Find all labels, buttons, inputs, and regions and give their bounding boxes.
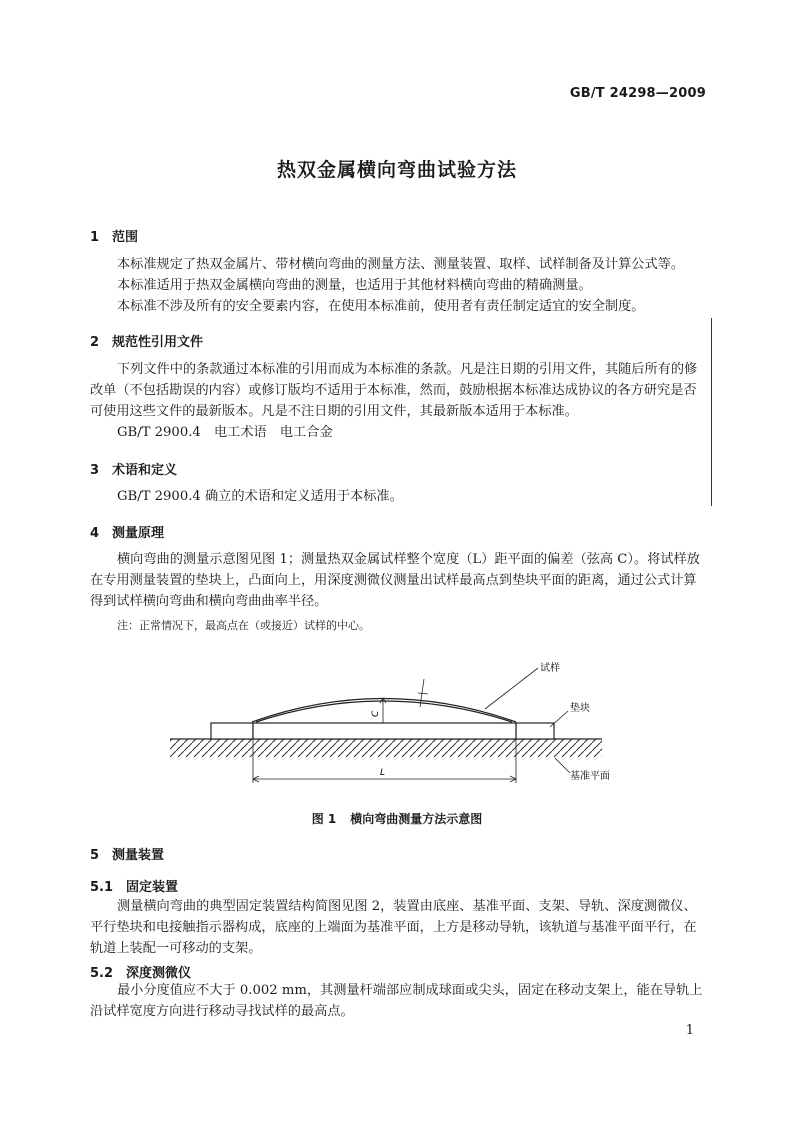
pad-spacer-band (253, 723, 516, 739)
section-5-heading (90, 844, 164, 863)
standard-code: GB/T 24298—2009 (569, 86, 706, 101)
paragraph: 本标准规定了热双金属片、带材横向弯曲的测量方法、测量装置、取样、试样制备及计算公式等。 (117, 257, 685, 272)
c-label: C (371, 710, 381, 717)
section-title: 规范性引用文件 (112, 335, 204, 350)
thickness-tick (418, 693, 428, 694)
section-number: 5 (90, 848, 100, 863)
specimen-leader (485, 668, 538, 709)
pad-left (211, 723, 253, 739)
paragraph: 本标准不涉及所有的安全要素内容，在使用本标准前，使用者有责任制定适宜的安全制度。 (117, 299, 645, 314)
caption-text: 横向弯曲测量方法示意图 (350, 812, 483, 826)
section-number: 1 (90, 230, 100, 245)
subsection-title: 深度测微仪 (126, 966, 192, 981)
pad-right (516, 723, 554, 739)
paragraph: 本标准适用于热双金属横向弯曲的测量，也适用于其他材料横向弯曲的精确测量。 (117, 278, 592, 293)
specimen-inner-arc (256, 701, 512, 722)
pad-label: 垫块 (570, 703, 590, 714)
l-label: L (380, 768, 386, 778)
revision-bar (711, 318, 712, 506)
base-leader (555, 758, 570, 773)
subsection-number: 5.2 (90, 966, 114, 981)
section-title: 测量装置 (112, 848, 165, 863)
section-3-heading (90, 459, 177, 478)
section-1-heading (90, 226, 138, 245)
specimen-outer-arc (252, 699, 516, 723)
section-title: 术语和定义 (112, 463, 178, 478)
base-hatching (170, 739, 602, 757)
figure-1-diagram (160, 655, 620, 790)
document-title: 热双金属横向弯曲试验方法 (276, 159, 517, 181)
page-number: 1 (685, 1023, 694, 1038)
section-4-heading (90, 522, 164, 541)
specimen-label: 试样 (540, 663, 560, 674)
paragraph: GB/T 2900.4 确立的术语和定义适用于本标准。 (117, 489, 403, 504)
section-title: 测量原理 (112, 526, 165, 541)
caption-number: 图 1 (311, 812, 337, 826)
subsection-5-1-heading (90, 876, 178, 895)
section-2-heading (90, 331, 203, 350)
paragraph: 横向弯曲的测量示意图见图 1；测量热双金属试样整个宽度（L）距平面的偏差（弦高 C）。将试样放在专用测量装置的垫块上，凸面向上，用深度测微仪测量出试样最高点到垫块平面的距离，通过公式计算得到试样横向弯曲和横向弯曲曲率半径。 (90, 552, 700, 609)
figure-1-caption (0, 810, 794, 827)
paragraph: 最小分度值应不大于 0.002 mm，其测量杆端部应制成球面或尖头，固定在移动支架上，能在导轨上沿试样宽度方向进行移动寻找试样的最高点。 (90, 983, 703, 1019)
section-number: 3 (90, 463, 100, 478)
base-plane-label: 基准平面 (570, 771, 610, 782)
subsection-number: 5.1 (90, 880, 114, 895)
section-number: 2 (90, 335, 100, 350)
subsection-title: 固定装置 (126, 880, 179, 895)
paragraph: 下列文件中的条款通过本标准的引用而成为本标准的条款。凡是注日期的引用文件，其随后所有的修改单（不包括勘误的内容）或修订版均不适用于本标准，然而，鼓励根据本标准达成协议的各方研究是否可使用这些文件的最新版本。凡是不注日期的引用文件，其最新版本适用于本标准。 (90, 362, 698, 419)
subsection-5-2-heading (90, 962, 191, 981)
section-title: 范围 (112, 230, 139, 245)
note: 注：正常情况下，最高点在（或接近）试样的中心。 (117, 619, 370, 632)
section-number: 4 (90, 526, 100, 541)
reference-entry: GB/T 2900.4 电工术语 电工合金 (117, 425, 333, 440)
pad-leader (550, 711, 568, 727)
paragraph: 测量横向弯曲的典型固定装置结构简图见图 2，装置由底座、基准平面、支架、导轨、深度测微仪、平行垫块和电接触指示器构成，底座的上端面为基准平面，上方是移动导轨，该轨道与基准平面平行，在轨道上装配一可移动的支架。 (90, 899, 697, 956)
